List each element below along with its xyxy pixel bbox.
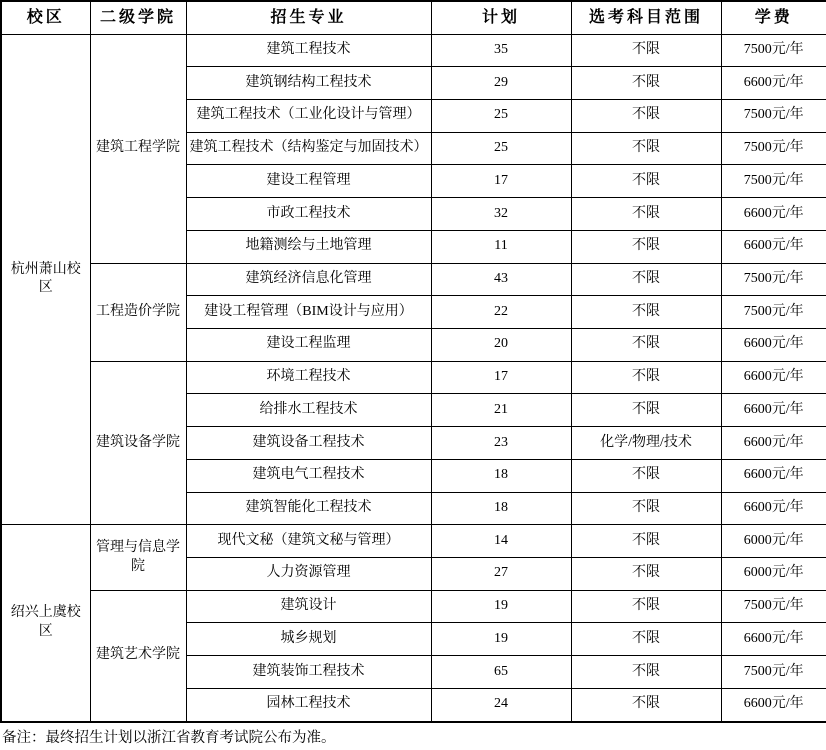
plan-cell: 18: [431, 492, 571, 525]
major-cell: 建筑工程技术: [186, 34, 431, 67]
major-cell: 给排水工程技术: [186, 394, 431, 427]
subjects-cell: 不限: [571, 34, 721, 67]
subjects-cell: 不限: [571, 67, 721, 100]
header-row: [1, 1, 826, 34]
major-cell: 建筑设计: [186, 590, 431, 623]
subjects-cell: 化学/物理/技术: [571, 427, 721, 460]
college-cell: 建筑艺术学院: [90, 590, 186, 722]
subjects-cell: 不限: [571, 230, 721, 263]
tuition-cell: 6600元/年: [721, 492, 826, 525]
major-cell: 建筑装饰工程技术: [186, 656, 431, 689]
plan-cell: 19: [431, 623, 571, 656]
major-cell: 建设工程监理: [186, 328, 431, 361]
plan-cell: 65: [431, 656, 571, 689]
subjects-cell: 不限: [571, 394, 721, 427]
plan-cell: 11: [431, 230, 571, 263]
subjects-cell: 不限: [571, 623, 721, 656]
tuition-cell: 6600元/年: [721, 198, 826, 231]
subjects-cell: 不限: [571, 525, 721, 558]
major-cell: 建筑经济信息化管理: [186, 263, 431, 296]
plan-cell: 43: [431, 263, 571, 296]
header-college: 二级学院: [90, 1, 186, 34]
subjects-cell: 不限: [571, 99, 721, 132]
major-cell: 建筑智能化工程技术: [186, 492, 431, 525]
major-cell: 建筑电气工程技术: [186, 459, 431, 492]
plan-cell: 18: [431, 459, 571, 492]
college-cell: 建筑设备学院: [90, 361, 186, 525]
plan-cell: 20: [431, 328, 571, 361]
plan-cell: 22: [431, 296, 571, 329]
major-cell: 市政工程技术: [186, 198, 431, 231]
campus-cell: 杭州萧山校区: [1, 34, 90, 525]
tuition-cell: 7500元/年: [721, 132, 826, 165]
plan-cell: 35: [431, 34, 571, 67]
table-row: [1, 263, 826, 296]
college-cell: 建筑工程学院: [90, 34, 186, 263]
major-cell: 地籍测绘与土地管理: [186, 230, 431, 263]
table-row: [1, 590, 826, 623]
tuition-cell: 6600元/年: [721, 67, 826, 100]
tuition-cell: 7500元/年: [721, 590, 826, 623]
header-major: 招生专业: [186, 1, 431, 34]
plan-cell: 21: [431, 394, 571, 427]
plan-cell: 24: [431, 688, 571, 722]
table-row: [1, 34, 826, 67]
subjects-cell: 不限: [571, 459, 721, 492]
major-cell: 人力资源管理: [186, 558, 431, 591]
plan-cell: 29: [431, 67, 571, 100]
plan-cell: 17: [431, 361, 571, 394]
subjects-cell: 不限: [571, 198, 721, 231]
plan-cell: 25: [431, 99, 571, 132]
major-cell: 园林工程技术: [186, 688, 431, 722]
tuition-cell: 6600元/年: [721, 427, 826, 460]
major-cell: 建筑工程技术（结构鉴定与加固技术）: [186, 132, 431, 165]
header-subjects: 选考科目范围: [571, 1, 721, 34]
subjects-cell: 不限: [571, 132, 721, 165]
plan-cell: 23: [431, 427, 571, 460]
subjects-cell: 不限: [571, 492, 721, 525]
major-cell: 建筑工程技术（工业化设计与管理）: [186, 99, 431, 132]
subjects-cell: 不限: [571, 558, 721, 591]
tuition-cell: 6600元/年: [721, 394, 826, 427]
subjects-cell: 不限: [571, 590, 721, 623]
plan-cell: 17: [431, 165, 571, 198]
tuition-cell: 7500元/年: [721, 34, 826, 67]
major-cell: 城乡规划: [186, 623, 431, 656]
college-cell: 工程造价学院: [90, 263, 186, 361]
subjects-cell: 不限: [571, 688, 721, 722]
tuition-cell: 7500元/年: [721, 656, 826, 689]
subjects-cell: 不限: [571, 296, 721, 329]
plan-cell: 27: [431, 558, 571, 591]
plan-cell: 32: [431, 198, 571, 231]
tuition-cell: 7500元/年: [721, 263, 826, 296]
campus-cell: 绍兴上虞校区: [1, 525, 90, 722]
table-row: [1, 525, 826, 558]
major-cell: 建设工程管理（BIM设计与应用）: [186, 296, 431, 329]
plan-cell: 14: [431, 525, 571, 558]
tuition-cell: 6000元/年: [721, 525, 826, 558]
subjects-cell: 不限: [571, 656, 721, 689]
plan-cell: 25: [431, 132, 571, 165]
header-tuition: 学费: [721, 1, 826, 34]
tuition-cell: 7500元/年: [721, 296, 826, 329]
header-campus: 校区: [1, 1, 90, 34]
major-cell: 建筑设备工程技术: [186, 427, 431, 460]
major-cell: 建筑钢结构工程技术: [186, 67, 431, 100]
footer-note: 备注：最终招生计划以浙江省教育考试院公布为准。: [0, 723, 826, 750]
table-row: [1, 361, 826, 394]
tuition-cell: 6000元/年: [721, 558, 826, 591]
tuition-cell: 6600元/年: [721, 230, 826, 263]
plan-cell: 19: [431, 590, 571, 623]
major-cell: 现代文秘（建筑文秘与管理）: [186, 525, 431, 558]
tuition-cell: 6600元/年: [721, 328, 826, 361]
tuition-cell: 6600元/年: [721, 459, 826, 492]
tuition-cell: 6600元/年: [721, 361, 826, 394]
header-plan: 计划: [431, 1, 571, 34]
tuition-cell: 6600元/年: [721, 623, 826, 656]
tuition-cell: 7500元/年: [721, 165, 826, 198]
subjects-cell: 不限: [571, 263, 721, 296]
major-cell: 建设工程管理: [186, 165, 431, 198]
major-cell: 环境工程技术: [186, 361, 431, 394]
tuition-cell: 7500元/年: [721, 99, 826, 132]
college-cell: 管理与信息学院: [90, 525, 186, 590]
subjects-cell: 不限: [571, 361, 721, 394]
subjects-cell: 不限: [571, 328, 721, 361]
tuition-cell: 6600元/年: [721, 688, 826, 722]
subjects-cell: 不限: [571, 165, 721, 198]
